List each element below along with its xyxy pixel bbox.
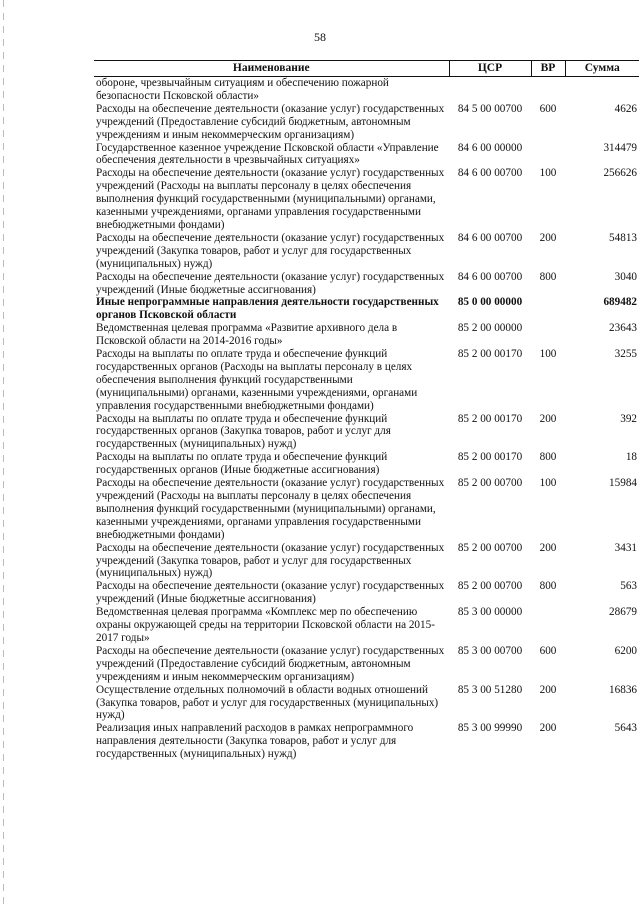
row-name: Расходы на обеспечение деятельности (оказание услуг) государственных учреждений (Предоставление субсидий бюджетным, автономным учреждениям и иным некоммерческим организациям) <box>96 102 445 141</box>
table-body <box>94 77 639 762</box>
row-csr: 85 2 00 00170 <box>457 451 523 464</box>
row-csr: 85 2 00 00700 <box>457 580 523 593</box>
row-name: Расходы на обеспечение деятельности (оказание услуг) государственных учреждений (Закупка товаров, работ и услуг для государственных (муниципальных) нужд) <box>96 541 445 580</box>
table-row <box>94 722 639 761</box>
row-sum: 6200 <box>614 644 637 657</box>
row-sum: 4626 <box>614 102 637 115</box>
row-csr: 85 2 00 00170 <box>457 412 523 425</box>
row-sum: 689482 <box>603 296 637 309</box>
row-name: Расходы на обеспечение деятельности (оказание услуг) государственных учреждений (Предоставление субсидий бюджетным, автономным учреждениям и иным некоммерческим организациям) <box>96 644 445 683</box>
row-sum: 18 <box>625 451 637 464</box>
row-csr: 84 6 00 00700 <box>457 270 523 283</box>
table-row <box>94 103 639 142</box>
table-row <box>94 348 639 413</box>
row-vr: 100 <box>539 167 557 180</box>
row-sum: 314479 <box>603 141 637 154</box>
row-csr: 85 0 00 00000 <box>457 296 523 309</box>
row-csr <box>449 77 531 103</box>
table-row <box>94 580 639 606</box>
row-csr: 85 2 00 00000 <box>457 322 523 335</box>
row-name: Осуществление отдельных полномочий в области водных отношений (Закупка товаров, работ и услуг для государственных (муниципальных) нужд) <box>96 683 439 722</box>
row-name: Расходы на обеспечение деятельности (оказание услуг) государственных учреждений (Расходы на выплаты персоналу в целях обеспечения выполнения функций государственными (муниципальными) органами, казенными учреждениями, органами управления государственными внебюджетными фондами) <box>96 167 445 231</box>
table-row <box>94 606 639 645</box>
row-csr: 84 6 00 00700 <box>457 167 523 180</box>
row-vr: 200 <box>539 412 557 425</box>
row-csr: 85 3 00 51280 <box>457 683 523 696</box>
row-name: Расходы на обеспечение деятельности (оказание услуг) государственных учреждений (Расходы на выплаты персоналу в целях обеспечения выполнения функций государственными (муниципальными) органами, казенными учреждениями, органами управления государственными внебюджетными фондами) <box>96 477 445 541</box>
row-vr: 800 <box>539 580 557 593</box>
row-name: Расходы на выплаты по оплате труда и обеспечение функций государственных органов (Расходы на выплаты персоналу в целях обеспечения выполнения функций государственными (муниципальными) органами, казенными учреждениями, органами управления государственными внебюджетными фондами) <box>96 348 418 412</box>
row-sum: 54813 <box>609 231 637 244</box>
row-sum: 23643 <box>609 322 637 335</box>
row-sum: 28679 <box>609 606 637 619</box>
row-vr <box>531 296 565 322</box>
row-vr <box>531 77 565 103</box>
table-row <box>94 684 639 723</box>
row-sum: 3040 <box>614 270 637 283</box>
row-sum <box>565 77 639 103</box>
row-name: Расходы на обеспечение деятельности (оказание услуг) государственных учреждений (Иные бюджетные ассигнования) <box>96 580 445 606</box>
row-name: обороне, чрезвычайным ситуациям и обеспечению пожарной безопасности Псковской области» <box>96 77 389 102</box>
row-sum: 392 <box>620 412 637 425</box>
row-name: Государственное казенное учреждение Псковской области «Управление обеспечения деятельности в чрезвычайных ситуациях» <box>96 141 439 167</box>
row-csr: 84 6 00 00000 <box>457 141 523 154</box>
row-name: Расходы на обеспечение деятельности (оказание услуг) государственных учреждений (Иные бюджетные ассигнования) <box>96 270 445 296</box>
row-sum: 563 <box>620 580 637 593</box>
row-name: Ведомственная целевая программа «Комплекс мер по обеспечению охраны окружающей среды на территории Псковской области на 2015-2017 годы» <box>96 606 435 644</box>
header-name: Наименование <box>94 61 449 77</box>
row-vr <box>531 142 565 168</box>
header-vr: ВР <box>531 61 565 77</box>
row-sum: 256626 <box>603 167 637 180</box>
table-row <box>94 322 639 348</box>
row-vr: 800 <box>539 270 557 283</box>
row-name: Расходы на выплаты по оплате труда и обеспечение функций государственных органов (Иные бюджетные ассигнования) <box>96 451 388 477</box>
row-vr: 200 <box>539 541 557 554</box>
row-csr: 85 2 00 00700 <box>457 477 523 490</box>
row-csr: 85 3 00 00000 <box>457 606 523 619</box>
row-vr: 200 <box>539 683 557 696</box>
table-row <box>94 413 639 452</box>
table-header-row <box>94 61 639 77</box>
row-vr: 600 <box>539 644 557 657</box>
row-name: Расходы на выплаты по оплате труда и обеспечение функций государственных органов (Закупка товаров, работ и услуг для государственных (муниципальных) нужд) <box>96 412 391 451</box>
row-vr: 600 <box>539 102 557 115</box>
row-csr: 84 6 00 00700 <box>457 231 523 244</box>
table-row <box>94 477 639 542</box>
row-csr: 85 2 00 00170 <box>457 348 523 361</box>
row-name: Реализация иных направлений расходов в рамках непрограммного направления деятельности (Закупка товаров, работ и услуг для государственных (муниципальных) нужд) <box>96 722 414 761</box>
row-csr: 85 3 00 00700 <box>457 644 523 657</box>
table-row <box>94 645 639 684</box>
row-name: Иные непрограммные направления деятельности государственных органов Псковской области <box>96 296 439 322</box>
row-vr: 100 <box>539 348 557 361</box>
row-csr: 84 5 00 00700 <box>457 102 523 115</box>
row-vr: 800 <box>539 451 557 464</box>
table-row <box>94 77 639 103</box>
table-row <box>94 142 639 168</box>
scan-edge-marks <box>3 0 4 905</box>
header-sum: Сумма <box>565 61 639 77</box>
table-row <box>94 296 639 322</box>
row-vr: 200 <box>539 722 557 735</box>
row-name: Расходы на обеспечение деятельности (оказание услуг) государственных учреждений (Закупка товаров, работ и услуг для государственных (муниципальных) нужд) <box>96 231 445 270</box>
row-csr: 85 2 00 00700 <box>457 541 523 554</box>
row-sum: 3431 <box>614 541 637 554</box>
table-row <box>94 232 639 271</box>
table-row <box>94 271 639 297</box>
row-vr <box>531 606 565 645</box>
row-vr <box>531 322 565 348</box>
table-row <box>94 542 639 581</box>
row-name: Ведомственная целевая программа «Развитие архивного дела в Псковской области на 2014-2016 годы» <box>96 322 398 348</box>
budget-table <box>94 60 639 761</box>
row-sum: 15984 <box>609 477 637 490</box>
header-csr: ЦСР <box>449 61 531 77</box>
row-csr: 85 3 00 99990 <box>457 722 523 735</box>
row-sum: 5643 <box>614 722 637 735</box>
page-number: 58 <box>314 30 326 44</box>
row-vr: 100 <box>539 477 557 490</box>
row-sum: 16836 <box>609 683 637 696</box>
table-row <box>94 451 639 477</box>
row-sum: 3255 <box>614 348 637 361</box>
row-vr: 200 <box>539 231 557 244</box>
table-row <box>94 167 639 232</box>
